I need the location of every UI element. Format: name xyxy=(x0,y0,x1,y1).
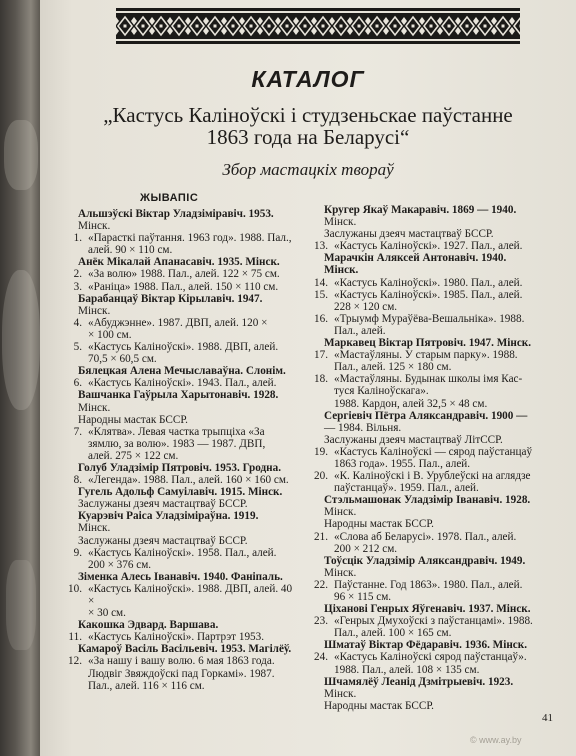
entry-text: Заслужаны дзеяч мастацтваў ЛітССР. xyxy=(324,433,503,446)
ornament-motif xyxy=(401,27,407,35)
ornament-motif xyxy=(383,17,389,25)
artist-line xyxy=(62,619,294,631)
entry-text: Заслужаны дзеяч мастацтваў БССР. xyxy=(324,228,494,241)
artist-line xyxy=(308,337,540,349)
ornament-motif xyxy=(412,25,415,28)
entry-text: «К. Каліноўскі і В. Урублеўскі на аглядзе xyxy=(334,470,531,483)
artist-line xyxy=(308,204,540,216)
ornament-motif xyxy=(311,27,317,35)
entry-number: 13. xyxy=(314,240,328,253)
left-column xyxy=(62,208,294,692)
catalog-heading: КАТАЛОГ xyxy=(251,66,365,92)
entry-text: «Кастусь Каліноўскі — сярод паўстанцаў xyxy=(334,445,533,458)
ornament-motif xyxy=(142,25,145,28)
ornament-band xyxy=(116,8,520,44)
catalog-entry xyxy=(308,313,540,325)
entry-text: Голуб Уладзімір Пятровіч. 1953. Гродна. xyxy=(78,461,282,474)
entry-text: 96 × 115 см. xyxy=(334,591,392,603)
entry-text: Мінск. xyxy=(324,216,357,229)
artist-line xyxy=(62,535,294,547)
artist-line xyxy=(62,486,294,498)
entry-text: «Кастусь Каліноўскі». 1943. Пал., алей. xyxy=(88,377,277,390)
entry-text: Пал., алей. xyxy=(334,324,386,337)
artist-line xyxy=(62,510,294,522)
entry-text: Зіменка Алесь Іванавіч. 1940. Фаніпаль. xyxy=(78,570,283,583)
ornament-motif xyxy=(455,17,461,25)
artist-line xyxy=(308,518,540,530)
entry-text: Мінск. xyxy=(324,687,357,700)
entry-continuation xyxy=(308,458,540,470)
entry-text: Паўстанне. Год 1863». 1980. Пал., алей. xyxy=(334,578,523,591)
entry-text: «Легенда». 1988. Пал., алей. 160 × 160 см. xyxy=(88,474,289,487)
artist-line xyxy=(62,402,294,414)
ornament-motif xyxy=(268,25,271,28)
catalog-entry xyxy=(62,341,294,353)
entry-continuation xyxy=(308,627,540,639)
ornament-motif xyxy=(124,25,127,28)
entry-text: Людвіг Звяждоўскі пад Горкамі». 1987. xyxy=(88,667,275,680)
entry-number: 12. xyxy=(68,655,82,668)
entry-text: Мінск. xyxy=(78,522,111,535)
ornament-motif xyxy=(149,17,155,25)
entry-number: 5. xyxy=(73,341,82,354)
catalog-entry xyxy=(308,289,540,301)
artist-line xyxy=(308,700,540,712)
catalog-entry xyxy=(62,377,294,389)
entry-text: Кругер Якаў Макаравіч. 1869 — 1940. xyxy=(324,204,517,216)
ornament-motif xyxy=(473,17,479,25)
ornament-motif xyxy=(232,25,235,28)
entry-text: 200 × 212 см. xyxy=(334,542,398,555)
catalog-entry xyxy=(62,268,294,280)
ornament-motif xyxy=(286,25,289,28)
artist-line xyxy=(308,506,540,518)
entry-number: 2. xyxy=(73,268,82,281)
entry-text: «Трыумф Мураўёва-Вешальніка». 1988. xyxy=(334,312,525,325)
entry-text: Мінск. xyxy=(78,220,111,233)
entry-number: 10. xyxy=(68,582,82,595)
ornament-motif xyxy=(178,25,181,28)
artist-line xyxy=(62,643,294,655)
artist-line xyxy=(308,688,540,700)
entry-text: 1988. Пал., алей. 108 × 135 см. xyxy=(334,663,480,676)
catalog-entry xyxy=(62,547,294,559)
entry-text: «Кастусь Каліноўскі». 1985. Пал., алей. xyxy=(334,288,523,301)
ornament-motif xyxy=(365,27,371,35)
ornament-motif xyxy=(484,25,487,28)
artist-line xyxy=(308,434,540,446)
artist-line xyxy=(62,498,294,510)
artist-line xyxy=(308,639,540,651)
ornament-motif xyxy=(304,25,307,28)
artist-line xyxy=(62,256,294,268)
artist-line xyxy=(308,216,540,228)
artist-line xyxy=(308,603,540,615)
entry-text: «Слова аб Беларусі». 1978. Пал., алей. xyxy=(334,530,517,543)
entry-continuation xyxy=(308,385,540,397)
entry-text: Альшэўскі Віктар Уладзіміравіч. 1953. xyxy=(78,208,274,220)
ornament-motif xyxy=(149,27,155,35)
entry-continuation xyxy=(308,398,540,410)
catalog-title-line: 1863 года на Беларусі“ xyxy=(206,125,410,149)
entry-text: «Кастусь Каліноўскі». 1988. ДВП, алей. xyxy=(88,341,279,354)
entry-text: паўстанцаў». 1959. Пал., алей. xyxy=(334,482,479,495)
ornament-motif xyxy=(311,17,317,25)
entry-number: 9. xyxy=(73,546,82,559)
ornament-motif xyxy=(514,17,520,35)
entry-continuation xyxy=(62,680,294,692)
ornament-motif xyxy=(167,17,173,25)
entry-number: 18. xyxy=(314,373,328,386)
ornament-motif xyxy=(419,17,425,25)
entry-number: 15. xyxy=(314,288,328,301)
entry-continuation xyxy=(62,668,294,680)
adjacent-page-edge xyxy=(0,0,44,756)
entry-text: «Клятва». Левая частка трыпціха «За xyxy=(88,425,265,438)
entry-continuation xyxy=(308,482,540,494)
entry-number: 16. xyxy=(314,312,328,325)
catalog-entry xyxy=(62,655,294,667)
ornament-motif xyxy=(509,27,515,35)
ornament-motif xyxy=(131,27,137,35)
entry-text: «Кастусь Каліноўскі». 1958. Пал., алей. xyxy=(88,546,277,559)
ornament-motif xyxy=(502,25,505,28)
entry-number: 22. xyxy=(314,578,328,591)
ornament-motif xyxy=(257,17,263,25)
ornament-motif xyxy=(221,27,227,35)
ornament-motif xyxy=(250,25,253,28)
ornament-motif xyxy=(358,25,361,28)
entry-text: — 1984. Вільня. xyxy=(324,421,402,434)
entry-text: Пал., алей. 125 × 180 см. xyxy=(334,361,452,374)
ornament-motif xyxy=(448,25,451,28)
catalog-entry xyxy=(62,474,294,486)
entry-continuation xyxy=(308,361,540,373)
ornament-motif xyxy=(376,25,379,28)
entry-number: 4. xyxy=(73,316,82,329)
artist-line xyxy=(62,462,294,474)
artist-line xyxy=(62,571,294,583)
entry-text: Мінск. xyxy=(324,566,357,579)
entry-text: «Абуджэнне». 1987. ДВП, алей. 120 × xyxy=(88,316,268,329)
artist-line xyxy=(308,410,540,422)
entry-text: Гугель Адольф Самуілавіч. 1915. Мінск. xyxy=(78,486,283,499)
ornament-motif xyxy=(167,27,173,35)
artist-line xyxy=(308,676,540,688)
entry-text: Вашчанка Гаўрыла Харытонавіч. 1928. xyxy=(78,389,279,402)
catalog-entry xyxy=(308,531,540,543)
catalog-entry xyxy=(308,579,540,591)
artist-line xyxy=(62,293,294,305)
entry-text: алей. 275 × 122 см. xyxy=(88,449,179,462)
watermark: © www.ay.by xyxy=(470,735,522,745)
right-column xyxy=(308,204,540,712)
ornament-motif xyxy=(196,25,199,28)
ornament-motif xyxy=(473,27,479,35)
ornament-motif xyxy=(214,25,217,28)
entry-continuation xyxy=(62,450,294,462)
artist-line xyxy=(308,567,540,579)
artist-line xyxy=(62,220,294,232)
ornament-motif xyxy=(394,25,397,28)
entry-text: Какошка Эдвард. Варшава. xyxy=(78,619,219,632)
entry-text: «Мастаўляны. У старым парку». 1988. xyxy=(334,349,518,362)
entry-continuation xyxy=(308,664,540,676)
entry-continuation xyxy=(308,543,540,555)
artist-line xyxy=(308,494,540,506)
entry-text: × 100 см. xyxy=(88,328,132,341)
catalog-entry xyxy=(308,373,540,385)
entry-text: Барабанцаў Віктар Кірылавіч. 1947. xyxy=(78,292,263,305)
ornament-motif xyxy=(419,27,425,35)
ornament-motif xyxy=(365,17,371,25)
ornament-motif xyxy=(293,17,299,25)
entry-number: 14. xyxy=(314,276,328,289)
entry-text: «Раніца» 1988. Пал., алей. 150 × 110 см. xyxy=(88,280,279,293)
catalog-entry xyxy=(62,317,294,329)
ornament-motif xyxy=(437,17,443,25)
entry-text: «Кастусь Каліноўскі». 1980. Пал., алей. xyxy=(334,276,523,289)
entry-text: Шчамялёў Леанід Дзмітрыевіч. 1923. xyxy=(324,675,514,688)
entry-text: Народны мастак БССР. xyxy=(324,518,434,531)
ornament-motif xyxy=(257,27,263,35)
entry-text: Ціханові Генрых Яўгенавіч. 1937. Мінск. xyxy=(324,603,531,616)
entry-text: «Кастусь Каліноўскі». 1927. Пал., алей. xyxy=(334,240,523,253)
ornament-motif xyxy=(116,17,119,25)
entry-continuation xyxy=(62,329,294,341)
artist-line xyxy=(62,305,294,317)
catalog-entry xyxy=(62,232,294,256)
entry-text: Камароў Васіль Васільевіч. 1953. Магілёў. xyxy=(78,643,292,656)
entry-text: Мінск. xyxy=(78,401,111,414)
entry-number: 3. xyxy=(73,280,82,293)
ornament-motif xyxy=(116,39,520,41)
ornament-motif xyxy=(347,27,353,35)
entry-number: 11. xyxy=(68,631,82,644)
entry-text: «Мастаўляны. Будынак школы імя Кас- xyxy=(334,373,523,386)
artist-line xyxy=(308,252,540,276)
ornament-motif xyxy=(383,27,389,35)
ornament-motif xyxy=(322,25,325,28)
entry-text: Куарэвіч Раіса Уладзіміраўна. 1919. xyxy=(78,510,259,523)
entry-number: 23. xyxy=(314,615,328,628)
artist-line xyxy=(62,414,294,426)
entry-text: зямлю, за волю». 1983 — 1987. ДВП, xyxy=(88,437,266,450)
adjacent-illustration xyxy=(4,120,38,190)
entry-text: Анёк Мікалай Апанасавіч. 1935. Мінск. xyxy=(78,256,280,269)
ornament-motif xyxy=(430,25,433,28)
entry-text: × 30 см. xyxy=(88,607,126,620)
catalog-title-line: „Кастусь Каліноўскі і студзеньскае паўстанне xyxy=(103,103,513,127)
entry-number: 17. xyxy=(314,349,328,362)
entry-text: Сергіевіч Пётра Аляксандравіч. 1900 — xyxy=(324,409,528,422)
entry-text: 1988. Кардон, алей 32,5 × 48 см. xyxy=(334,397,488,410)
entry-text: туся Каліноўскага». xyxy=(334,385,429,398)
entry-text: «Кастусь Каліноўскі сярод паўстанцаў». xyxy=(334,651,527,664)
entry-text: Мінск. xyxy=(324,506,357,519)
entry-text: Народны мастак БССР. xyxy=(324,699,434,712)
ornament-motif xyxy=(491,27,497,35)
entry-text: 200 × 376 см. xyxy=(88,558,152,571)
ornament-motif xyxy=(131,17,137,25)
catalog-entry xyxy=(308,240,540,252)
ornament-motif xyxy=(340,25,343,28)
entry-continuation xyxy=(308,301,540,313)
entry-number: 6. xyxy=(73,377,82,390)
entry-continuation xyxy=(308,325,540,337)
artist-line xyxy=(62,208,294,220)
artist-line xyxy=(62,365,294,377)
catalog-entry xyxy=(308,470,540,482)
entry-text: Маркавец Віктар Пятровіч. 1947. Мінск. xyxy=(324,337,532,350)
entry-text: «За волю» 1988. Пал., алей. 122 × 75 см. xyxy=(88,268,280,281)
entry-text: Заслужаны дзеяч мастацтваў БССР. xyxy=(78,534,248,547)
ornament-motif xyxy=(491,17,497,25)
ornament-motif xyxy=(239,17,245,25)
entry-text: «Кастусь Каліноўскі». 1988. ДВП, алей. 40 × xyxy=(88,582,293,607)
entry-number: 7. xyxy=(73,425,82,438)
ornament-motif xyxy=(185,27,191,35)
entry-number: 19. xyxy=(314,445,328,458)
ornament-motif xyxy=(401,17,407,25)
catalog-entry xyxy=(62,631,294,643)
entry-text: «Генрых Дмухоўскі з паўстанцамі». 1988. xyxy=(334,615,533,628)
catalog-entry xyxy=(308,651,540,663)
catalog-entry xyxy=(62,583,294,607)
ornament-motif xyxy=(509,17,515,25)
entry-text: 70,5 × 60,5 см. xyxy=(88,353,157,366)
ornament-motif xyxy=(239,27,245,35)
entry-continuation xyxy=(62,559,294,571)
artist-line xyxy=(308,228,540,240)
ornament-motif xyxy=(116,11,520,13)
ornament-motif xyxy=(275,17,281,25)
entry-text: «Кастусь Каліноўскі». Партрэт 1953. xyxy=(88,631,265,644)
catalog-entry xyxy=(308,446,540,458)
entry-number: 24. xyxy=(314,651,328,664)
ornament-motif xyxy=(466,25,469,28)
ornament-motif xyxy=(293,27,299,35)
entry-continuation xyxy=(62,438,294,450)
ornament-motif xyxy=(203,17,209,25)
entry-number: 20. xyxy=(314,470,328,483)
entry-text: Пал., алей. 116 × 116 см. xyxy=(88,679,205,692)
entry-text: 228 × 120 см. xyxy=(334,300,398,313)
artist-line xyxy=(308,422,540,434)
artist-line xyxy=(62,522,294,534)
entry-continuation xyxy=(62,607,294,619)
adjacent-illustration xyxy=(2,270,40,410)
catalog-entry xyxy=(308,615,540,627)
ornament-motif xyxy=(347,17,353,25)
ornament-motif xyxy=(221,17,227,25)
ornament-motif xyxy=(275,27,281,35)
entry-text: Народны мастак БССР. xyxy=(78,413,188,426)
entry-text: «Парасткі паўтання. 1963 год». 1988. Пал., алей. 90 × 110 см. xyxy=(88,232,292,257)
catalog-entry xyxy=(62,426,294,438)
ornament-motif xyxy=(185,17,191,25)
section-heading: ЖЫВАПІС xyxy=(140,192,199,204)
catalog-entry xyxy=(62,281,294,293)
entry-number: 1. xyxy=(73,232,82,245)
entry-text: Пал., алей. 100 × 165 см. xyxy=(334,627,452,640)
ornament-motif xyxy=(116,27,119,35)
entry-text: 1863 года». 1955. Пал., алей. xyxy=(334,457,471,470)
catalog-entry xyxy=(308,349,540,361)
ornament-motif xyxy=(329,27,335,35)
ornament-motif xyxy=(437,27,443,35)
catalog-subtitle: Збор мастацкіх твораў xyxy=(222,160,394,179)
entry-text: Заслужаны дзеяч мастацтваў БССР. xyxy=(78,498,248,511)
entry-continuation xyxy=(62,353,294,365)
entry-text: Мінск. xyxy=(78,304,111,317)
catalog-title xyxy=(40,104,576,148)
ornament-motif xyxy=(520,25,521,28)
entry-text: Тоўсцік Уладзімір Аляксандравіч. 1949. xyxy=(324,554,526,567)
entry-number: 8. xyxy=(73,474,82,487)
artist-line xyxy=(308,555,540,567)
book-page xyxy=(40,0,576,756)
ornament-motif xyxy=(160,25,163,28)
entry-text: Шматаў Віктар Фёдаравіч. 1936. Мінск. xyxy=(324,639,527,652)
entry-continuation xyxy=(308,591,540,603)
ornament-motif xyxy=(203,27,209,35)
entry-text: Стэльмашонак Уладзімір Іванавіч. 1928. xyxy=(324,494,531,507)
artist-line xyxy=(62,389,294,401)
entry-number: 21. xyxy=(314,530,328,543)
page-number: 41 xyxy=(542,712,553,724)
entry-text: Бялецкая Алена Мечыславаўна. Слонім. xyxy=(78,365,286,378)
entry-text: Марачкін Аляксей Антонавіч. 1940. Мінск. xyxy=(324,252,507,277)
entry-text: «За нашу і вашу волю. 6 мая 1863 года. xyxy=(88,655,275,668)
adjacent-illustration xyxy=(6,560,36,650)
ornament-motif xyxy=(455,27,461,35)
ornament-motif xyxy=(329,17,335,25)
catalog-entry xyxy=(308,277,540,289)
